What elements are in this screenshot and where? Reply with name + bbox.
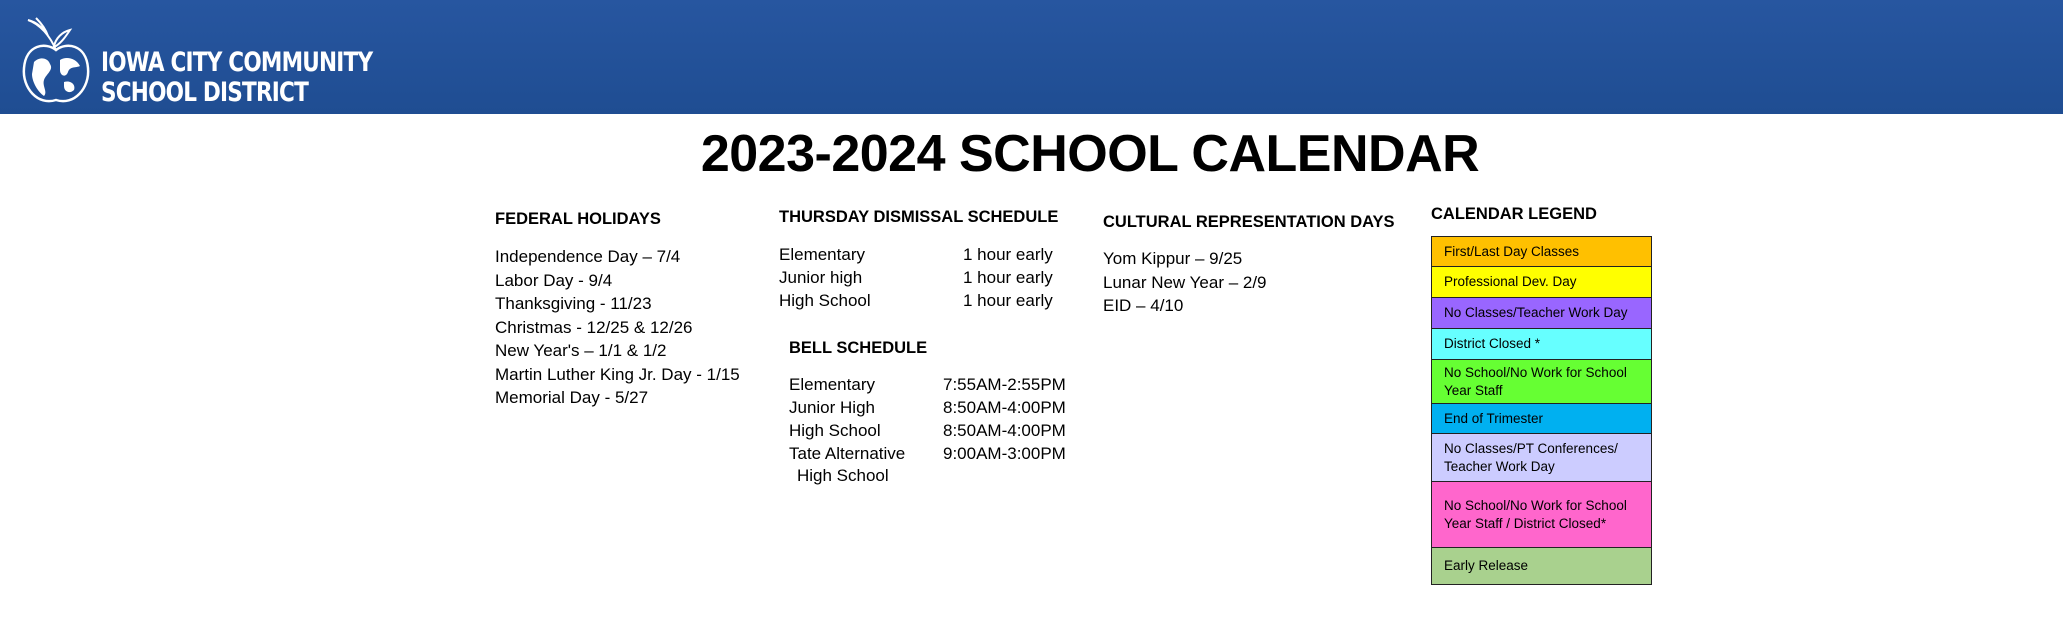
dismissal-row [779,289,1059,312]
legend-item-label: District Closed * [1444,336,1541,351]
legend-item-label: Professional Dev. Day [1444,274,1577,289]
district-name[interactable] [101,48,372,108]
legend-item-label: Early Release [1444,558,1529,573]
legend-heading: CALENDAR LEGEND [1431,205,1597,223]
bell-schedule-continuation: High School [797,466,889,485]
federal-holidays-heading: FEDERAL HOLIDAYS [495,210,661,228]
cultural-day-item: EID – 4/10 [1103,296,1184,315]
bell-row-label: Tate Alternative [789,444,906,463]
bell-row-label: Elementary [789,375,875,394]
dismissal-row-label: Elementary [779,245,865,264]
cultural-days-heading: CULTURAL REPRESENTATION DAYS [1103,213,1395,231]
legend-item [1432,360,1651,404]
district-name-line1: IOWA CITY COMMUNITY [101,47,373,78]
calendar-legend [1431,236,1652,585]
legend-item [1432,298,1651,329]
bell-row-value: 8:50AM-4:00PM [943,398,1066,417]
apple-globe-icon [20,16,92,106]
bell-row [789,419,1079,442]
legend-item-label: No Classes/Teacher Work Day [1444,305,1628,320]
bell-schedule [789,373,1079,465]
legend-item-label: No Classes/PT Conferences/ Teacher Work Day [1444,440,1618,474]
dismissal-row-value: 1 hour early [963,291,1053,310]
bell-row-label: Junior High [789,398,875,417]
legend-item-label: No School/No Work for School Year Staff / District Closed* [1444,497,1627,531]
federal-holiday-item: Christmas - 12/25 & 12/26 [495,317,693,337]
federal-holidays-list [495,245,740,410]
legend-item [1432,482,1651,548]
bell-row [789,373,1079,396]
bell-row-value: 8:50AM-4:00PM [943,421,1066,440]
federal-holiday-item: Martin Luther King Jr. Day - 1/15 [495,364,740,384]
dismissal-row [779,266,1059,289]
legend-item-label: No School/No Work for School Year Staff [1444,364,1627,398]
bell-row [789,396,1079,419]
dismissal-row-label: High School [779,291,871,310]
legend-item [1432,404,1651,434]
legend-item-label: End of Trimester [1444,410,1544,426]
dismissal-row-value: 1 hour early [963,245,1053,264]
district-name-line2: SCHOOL DISTRICT [101,77,309,108]
page-title: 2023-2024 SCHOOL CALENDAR [700,125,1480,183]
bell-row-value: 9:00AM-3:00PM [943,444,1066,463]
legend-item [1432,548,1651,584]
legend-item [1432,329,1651,360]
cultural-day-item: Yom Kippur – 9/25 [1103,249,1243,268]
header-bar [0,0,2063,114]
thursday-dismissal-schedule [779,243,1059,312]
dismissal-row [779,243,1059,266]
federal-holiday-item: Labor Day - 9/4 [495,270,613,290]
federal-holiday-item: New Year's – 1/1 & 1/2 [495,341,667,360]
federal-holiday-item: Memorial Day - 5/27 [495,388,649,407]
bell-row-value: 7:55AM-2:55PM [943,375,1066,394]
federal-holiday-item: Thanksgiving - 11/23 [495,294,652,313]
dismissal-row-value: 1 hour early [963,268,1053,287]
cultural-days-list [1103,247,1267,318]
bell-schedule-heading: BELL SCHEDULE [789,339,928,357]
bell-row [789,442,1079,465]
legend-item [1432,267,1651,298]
federal-holiday-item: Independence Day – 7/4 [495,247,681,266]
legend-item-label: First/Last Day Classes [1444,243,1580,259]
legend-item [1432,434,1651,482]
legend-item [1432,237,1651,267]
thursday-dismissal-heading: THURSDAY DISMISSAL SCHEDULE [779,208,1059,226]
cultural-day-item: Lunar New Year – 2/9 [1103,272,1267,292]
bell-row-label: High School [789,421,881,440]
dismissal-row-label: Junior high [779,268,863,287]
